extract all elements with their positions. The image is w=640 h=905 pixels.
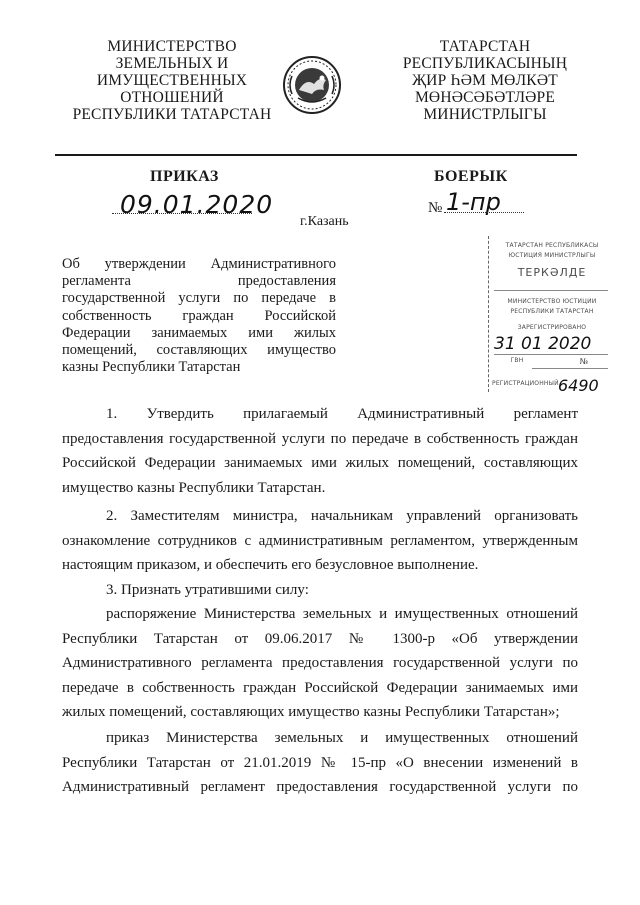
header-line: ЗЕМЕЛЬНЫХ И	[115, 55, 229, 72]
stamp-divider	[494, 354, 608, 355]
header-line: ИМУЩЕСТВЕННЫХ	[96, 72, 248, 89]
stamp-line: №	[579, 357, 589, 366]
stamp-reg-number: 6490	[558, 376, 599, 395]
header-line: МИНИСТЕРСТВО	[107, 38, 237, 55]
ministry-name-ru	[62, 38, 282, 123]
handwritten-number: 1-пр	[446, 188, 501, 216]
paragraph-4: распоряжение Министерства земельных и имущественных отношений Республики Татарстан от 09.06.2017 № 1300-р «Об утверждении Административного регламента предоставления государственной услуги по передаче в собственность граждан Российской Федерации занимаемых ими жилых помещений, составляющих имущество казны Республики Татарстан»;	[62, 606, 578, 720]
number-underline	[444, 212, 524, 213]
stamp-line: ГВН	[510, 357, 524, 364]
header-divider	[55, 154, 577, 156]
header-line: ОТНОШЕНИЙ	[120, 89, 224, 106]
header-line: МИНИСТРЛЫГЫ	[423, 106, 547, 123]
number-label: №	[428, 200, 443, 216]
header-line: ҖИР ҺӘМ МӨЛКӘТ	[412, 72, 558, 89]
header-line: МӨНӘСӘБӘТЛӘРЕ	[414, 89, 556, 106]
paragraph-1: 1. Утвердить прилагаемый Административный регламент предоставления государственной услуги по передаче в собственность граждан Российской Федерации занимаемых ими жилых помещений, составляющих имущество казны Республики Татарстан.	[62, 406, 578, 496]
stamp-line: ЗАРЕГИСТРИРОВАНО	[517, 324, 587, 331]
stamp-line: РЕСПУБЛИКИ ТАТАРСТАН	[510, 308, 594, 315]
doc-type-ru: ПРИКАЗ	[150, 168, 219, 185]
stamp-line: МИНИСТЕРСТВО ЮСТИЦИИ	[507, 298, 597, 305]
paragraph-5: приказ Министерства земельных и имущественных отношений Республики Татарстан от 21.01.2019 № 15-пр «О внесении изменений в Административный регламент предоставления государственной услуги по	[62, 730, 578, 795]
header-line: ТАТАРСТАН	[439, 38, 531, 55]
handwritten-date: 09.01.2020	[120, 190, 274, 219]
document-subject: Об утверждении Административного регламента предоставления государственной услуги по передаче в собственность граждан Российской Федерации занимаемых ими жилых помещений, составляющих имущество казны Республики Татарстан	[62, 256, 336, 376]
stamp-title: ТЕРКӘЛДЕ	[517, 266, 587, 279]
stamp-line: ЮСТИЦИЯ МИНИСТРЛЫГЫ	[508, 252, 596, 259]
stamp-line: ТАТАРСТАН РЕСПУБЛИКАСЫ	[505, 242, 599, 249]
stamp-divider	[494, 290, 608, 291]
stamp-line: РЕГИСТРАЦИОННЫЙ	[492, 380, 559, 387]
stamp-date: 31 01 2020	[494, 334, 592, 354]
doc-type-tt: БОЕРЫК	[434, 168, 508, 185]
stamp-border	[488, 236, 489, 392]
date-underline	[112, 213, 252, 214]
header-line: РЕСПУБЛИКАСЫНЫҢ	[402, 55, 568, 72]
coat-of-arms-icon	[282, 54, 342, 116]
ministry-name-tt	[375, 38, 595, 123]
city: г.Казань	[300, 214, 349, 229]
header-line: РЕСПУБЛИКИ ТАТАРСТАН	[72, 106, 272, 123]
stamp-divider	[532, 368, 608, 369]
paragraph-3: 3. Признать утратившими силу:	[106, 582, 309, 598]
registration-stamp	[488, 236, 612, 395]
paragraph-2: 2. Заместителям министра, начальникам управлений организовать ознакомление сотрудников с административным регламентом, утвержденным настоящим приказом, и обеспечить его безусловное выполнение.	[62, 508, 578, 573]
